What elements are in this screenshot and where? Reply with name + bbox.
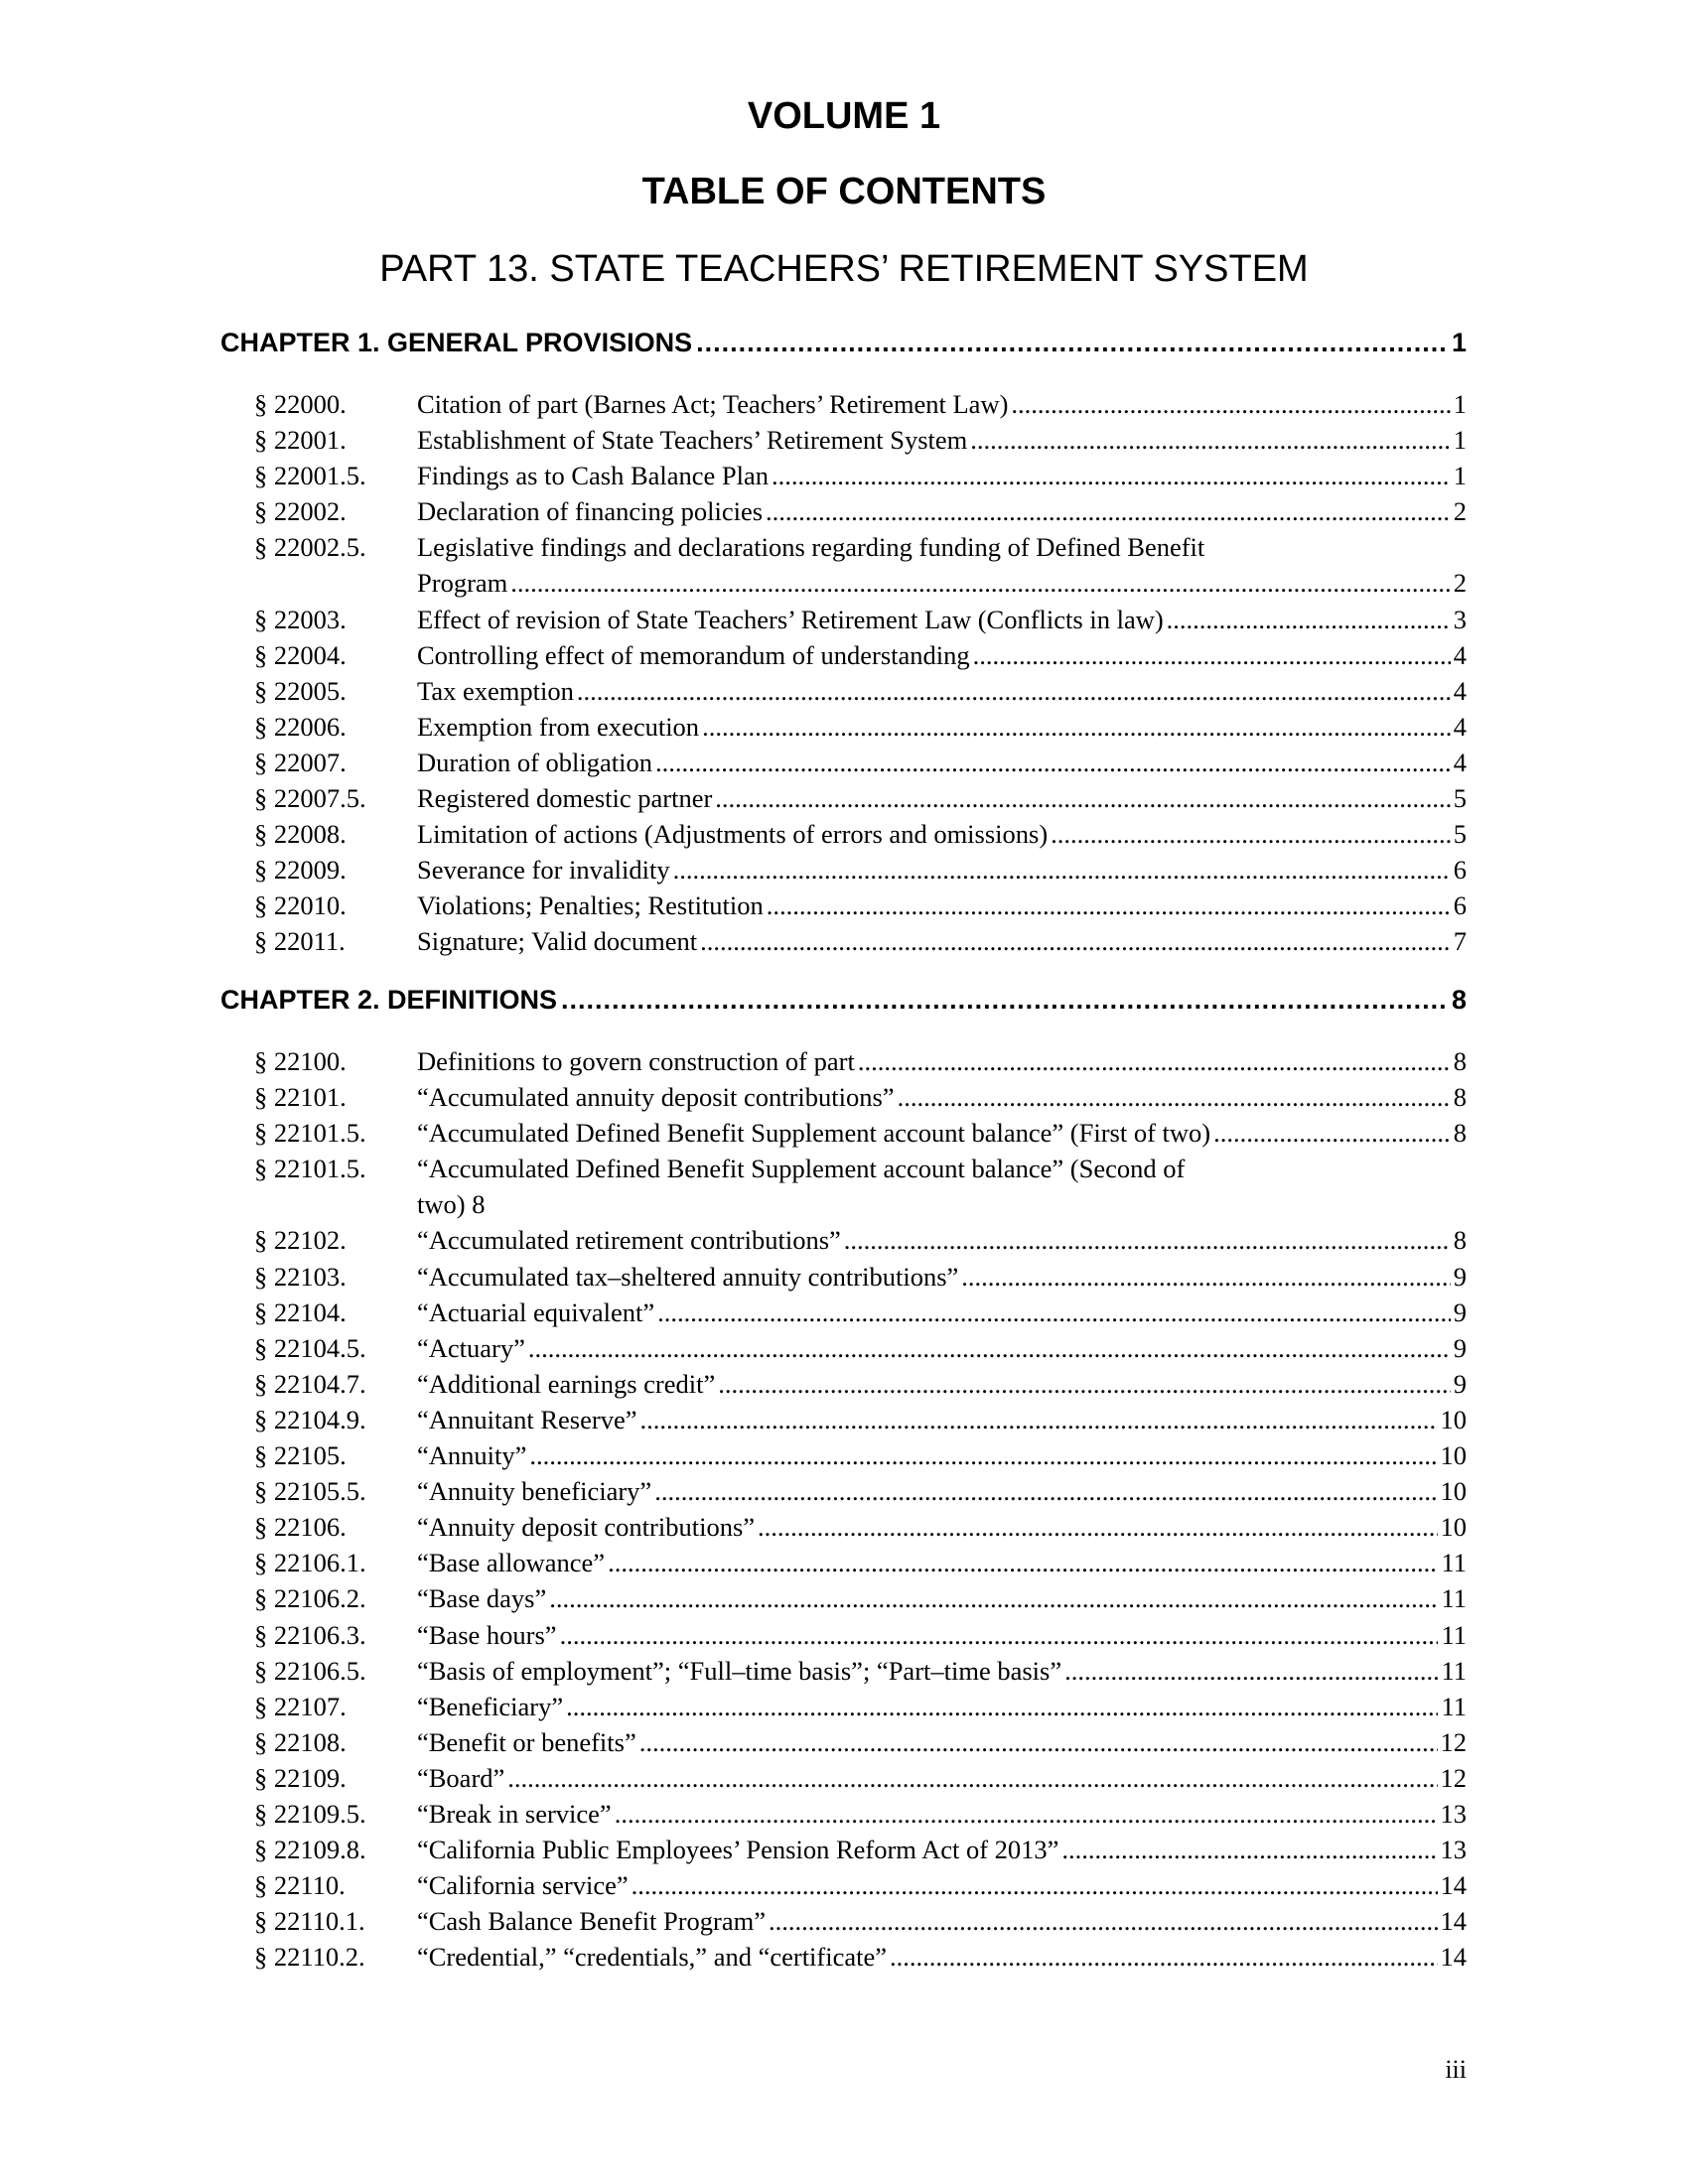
chapter-2-heading[interactable] [220,985,1467,1016]
toc-entry[interactable] [254,1225,1467,1261]
toc-entry[interactable] [254,1405,1467,1440]
dot-leader [700,926,1451,957]
dot-leader [1061,1835,1437,1865]
section-number: § 22106.1. [254,1548,366,1578]
section-number: § 22005. [254,675,347,706]
part-heading: PART 13. STATE TEACHERS’ RETIREMENT SYSTEM [379,248,1309,290]
section-number: § 22101.5. [254,1118,366,1149]
entry-page: 11 [1441,1619,1467,1650]
entry-title: “Beneficiary” [417,1691,564,1721]
dot-leader [639,1727,1438,1758]
toc-heading: TABLE OF CONTENTS [641,171,1047,212]
entry-title: “Accumulated retirement contributions” [417,1225,841,1256]
dot-leader [1064,1656,1438,1687]
section-number: § 22002.5. [254,532,366,563]
entry-page: 4 [1453,711,1467,742]
toc-entry[interactable] [254,1870,1467,1906]
entry-page: 3 [1453,604,1467,634]
dot-leader [772,461,1451,491]
toc-entry[interactable] [254,819,1467,855]
entry-title: “California service” [417,1870,629,1901]
dot-leader [510,568,1450,599]
entry-page: 1 [1453,425,1467,456]
entry-title: Legislative findings and declarations regarding funding of Defined Benefit [417,532,1205,563]
section-number: § 22010. [254,890,347,921]
section-number: § 22110. [254,1870,346,1901]
toc-entry[interactable] [254,532,1467,604]
entry-title: “Base allowance” [417,1548,606,1578]
toc-entry[interactable] [254,855,1467,890]
toc-entry[interactable] [254,1942,1467,1978]
section-number: § 22109.5. [254,1798,366,1829]
section-number: § 22106.3. [254,1619,366,1650]
entry-page: 4 [1453,639,1467,670]
entry-title-continued: Program [417,568,508,599]
entry-title: Declaration of financing policies [417,496,764,527]
toc-entry[interactable] [254,1656,1467,1692]
toc-entry[interactable] [254,1799,1467,1835]
section-number: § 22106.2. [254,1583,366,1614]
chapter-1-entries [254,389,1467,963]
section-number: § 22002. [254,496,347,527]
toc-entry[interactable] [254,1333,1467,1369]
entry-title: Violations; Penalties; Restitution [417,890,764,921]
section-number: § 22108. [254,1726,347,1757]
entry-page: 13 [1440,1798,1467,1829]
dot-leader [657,1297,1451,1328]
entry-page: 11 [1441,1691,1467,1721]
dot-leader [561,985,1448,1016]
dot-leader [767,890,1451,921]
entry-title: “Actuarial equivalent” [417,1297,655,1327]
entry-page: 8 [1453,1118,1467,1149]
entry-title: “Basis of employment”; “Full–time basis”; “Part–time basis” [417,1655,1062,1686]
dot-leader [766,496,1451,527]
dot-leader [1051,819,1451,850]
dot-leader [718,1369,1451,1400]
dot-leader [566,1692,1438,1722]
dot-leader [560,1620,1439,1651]
section-number: § 22104.9. [254,1404,366,1434]
dot-leader [890,1942,1437,1973]
toc-entry[interactable] [254,1727,1467,1763]
dot-leader [702,712,1451,743]
entry-title: “Base days” [417,1583,547,1614]
toc-entry[interactable] [254,1118,1467,1154]
page-number: iii [1445,2055,1467,2084]
section-number: § 22003. [254,604,347,634]
dot-leader [528,1333,1451,1364]
section-number: § 22001.5. [254,461,366,491]
dot-leader [507,1763,1437,1794]
entry-title: “California Public Employees’ Pension Reform Act of 2013” [417,1835,1059,1865]
dot-leader [715,783,1450,814]
dot-leader [654,1476,1437,1507]
section-number: § 22105. [254,1440,347,1471]
toc-entry[interactable] [254,1297,1467,1333]
chapter-2-entries [254,1046,1467,1978]
entry-page: 2 [1453,568,1467,599]
entry-page: 9 [1453,1332,1467,1363]
dot-leader [898,1082,1451,1113]
section-number: § 22102. [254,1225,347,1256]
section-number: § 22110.1. [254,1906,365,1937]
entry-title: “Credential,” “credentials,” and “certificate” [417,1942,888,1973]
section-number: § 22104.5. [254,1332,366,1363]
entry-title: Findings as to Cash Balance Plan [417,461,770,491]
toc-entry[interactable] [254,1369,1467,1405]
entry-page: 8 [1453,1082,1467,1113]
entry-title: “Actuary” [417,1332,525,1363]
toc-entry[interactable] [254,1620,1467,1656]
entry-page: 14 [1440,1870,1467,1901]
toc-entry[interactable] [254,1583,1467,1619]
section-number: § 22101.5. [254,1154,366,1184]
dot-leader [961,1262,1450,1293]
entry-title: “Accumulated Defined Benefit Supplement account balance” (Second of [417,1154,1186,1184]
entry-title: “Additional earnings credit” [417,1368,716,1399]
entry-title: Tax exemption [417,675,574,706]
entry-page: 8 [1453,1225,1467,1256]
entry-page: 11 [1441,1583,1467,1614]
section-number: § 22103. [254,1261,347,1292]
entry-page: 9 [1453,1261,1467,1292]
entry-title: Registered domestic partner [417,783,713,814]
dot-leader [632,1870,1438,1901]
entry-title: “Accumulated tax–sheltered annuity contributions” [417,1261,959,1292]
entry-title: Signature; Valid document [417,926,698,957]
toc-entry[interactable] [254,640,1467,676]
entry-page: 14 [1440,1906,1467,1937]
section-number: § 22110.2. [254,1942,365,1973]
section-number: § 22104.7. [254,1368,366,1399]
entry-title: “Annuity beneficiary” [417,1476,652,1507]
toc-entry[interactable] [254,1512,1467,1548]
toc-entry[interactable] [254,461,1467,496]
entry-page: 6 [1453,855,1467,886]
dot-leader [758,1512,1437,1543]
entry-title: Limitation of actions (Adjustments of errors and omissions) [417,819,1049,850]
section-number: § 22011. [254,926,346,957]
chapter-title: CHAPTER 2. DEFINITIONS [220,985,558,1015]
toc-entry[interactable] [254,712,1467,748]
dot-leader [529,1440,1437,1471]
entry-page: 13 [1440,1835,1467,1865]
entry-title: Effect of revision of State Teachers’ Retirement Law (Conflicts in law) [417,604,1164,634]
entry-page: 4 [1453,747,1467,777]
toc-entry[interactable] [254,1046,1467,1082]
entry-title: Establishment of State Teachers’ Retirement System [417,425,968,456]
toc-entry[interactable] [254,676,1467,712]
section-number: § 22001. [254,425,347,456]
toc-entry[interactable] [254,1476,1467,1512]
section-number: § 22106.5. [254,1655,366,1686]
toc-entry[interactable] [254,890,1467,926]
toc-entry[interactable] [254,1835,1467,1870]
entry-title: Definitions to govern construction of part [417,1046,855,1076]
entry-page: 7 [1453,926,1467,957]
dot-leader [1213,1118,1451,1149]
entry-title: Controlling effect of memorandum of understanding [417,639,970,670]
dot-leader [1167,605,1451,635]
section-number: § 22109.8. [254,1835,366,1865]
entry-page: 4 [1453,675,1467,706]
section-number: § 22109. [254,1762,347,1793]
toc-entry[interactable] [254,1763,1467,1799]
toc-entry[interactable] [254,1906,1467,1942]
toc-entry[interactable] [254,425,1467,461]
entry-page: 8 [1453,1046,1467,1076]
section-number: § 22006. [254,711,347,742]
section-number: § 22004. [254,639,347,670]
entry-title: “Base hours” [417,1619,557,1650]
entry-page: 5 [1453,819,1467,850]
entry-title: Citation of part (Barnes Act; Teachers’ Retirement Law) [417,389,1009,419]
dot-leader [844,1225,1451,1256]
entry-page: 11 [1441,1548,1467,1578]
entry-page: 12 [1440,1726,1467,1757]
toc-entry[interactable] [254,1440,1467,1476]
dot-leader [858,1046,1451,1077]
chapter-1-heading[interactable] [220,328,1467,358]
section-number: § 22100. [254,1046,347,1076]
toc-entry[interactable] [254,926,1467,962]
dot-leader [615,1799,1438,1830]
section-number: § 22104. [254,1297,347,1327]
entry-page: 12 [1440,1762,1467,1793]
chapter-page: 1 [1451,328,1467,357]
entry-page: 10 [1440,1404,1467,1434]
entry-page: 2 [1453,496,1467,527]
toc-entry[interactable] [254,1262,1467,1297]
entry-title: Exemption from execution [417,711,700,742]
dot-leader [973,640,1451,671]
section-number: § 22107. [254,1691,347,1721]
section-number: § 22007.5. [254,783,366,814]
dot-leader [577,676,1451,707]
toc-entry[interactable] [254,389,1467,425]
entry-page: 9 [1453,1297,1467,1327]
dot-leader [1011,389,1450,420]
dot-leader [769,1906,1438,1937]
entry-title: “Cash Balance Benefit Program” [417,1906,766,1937]
toc-entry[interactable] [254,1154,1467,1225]
entry-page: 10 [1440,1476,1467,1507]
dot-leader [549,1583,1438,1614]
toc-entry[interactable] [254,1082,1467,1118]
section-number: § 22106. [254,1512,347,1543]
dot-leader [970,425,1450,456]
section-number: § 22101. [254,1082,347,1113]
entry-title: “Annuity” [417,1440,527,1471]
entry-page: 9 [1453,1368,1467,1399]
toc-entry[interactable] [254,748,1467,783]
entry-page: 5 [1453,783,1467,814]
section-number: § 22008. [254,819,347,850]
entry-title: “Annuitant Reserve” [417,1404,637,1434]
entry-page: 10 [1440,1512,1467,1543]
section-number: § 22007. [254,747,347,777]
entry-page: 1 [1453,461,1467,491]
entry-page: 10 [1440,1440,1467,1471]
entry-title: “Benefit or benefits” [417,1726,636,1757]
entry-page: 11 [1441,1655,1467,1686]
entry-title: “Break in service” [417,1798,612,1829]
entry-page: 1 [1453,389,1467,419]
entry-title-continued: two) 8 [417,1189,486,1220]
entry-title: Duration of obligation [417,747,652,777]
section-number: § 22000. [254,389,347,419]
toc-entry[interactable] [254,605,1467,640]
toc-entry[interactable] [254,1548,1467,1583]
section-number: § 22105.5. [254,1476,366,1507]
entry-title: “Accumulated Defined Benefit Supplement account balance” (First of two) [417,1118,1211,1149]
entry-title: “Annuity deposit contributions” [417,1512,756,1543]
section-number: § 22009. [254,855,347,886]
chapter-page: 8 [1451,985,1467,1015]
chapter-title: CHAPTER 1. GENERAL PROVISIONS [220,328,693,357]
entry-title: “Accumulated annuity deposit contributions” [417,1082,895,1113]
toc-entry[interactable] [254,1692,1467,1727]
volume-heading: VOLUME 1 [747,95,941,137]
entry-page: 6 [1453,890,1467,921]
entry-title: Severance for invalidity [417,855,670,886]
toc-entry[interactable] [254,496,1467,532]
toc-entry[interactable] [254,783,1467,819]
dot-leader [655,748,1451,778]
dot-leader [608,1548,1438,1578]
dot-leader [673,855,1451,886]
dot-leader [696,328,1448,358]
entry-title: “Board” [417,1762,505,1793]
dot-leader [640,1405,1438,1435]
entry-page: 14 [1440,1942,1467,1973]
